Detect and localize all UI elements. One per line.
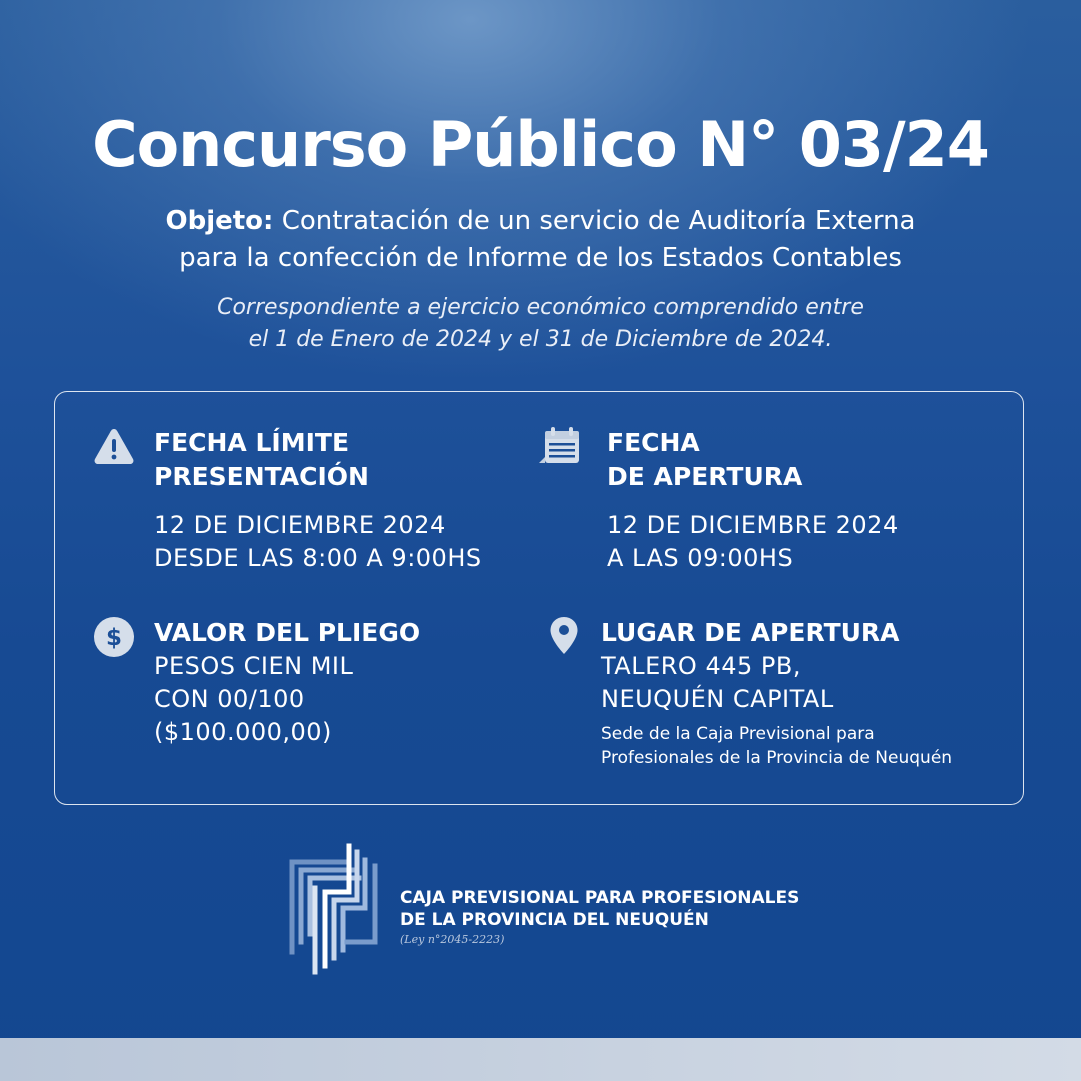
organization-name bbox=[400, 887, 799, 946]
period-text bbox=[0, 292, 1081, 356]
organization-law: (Ley n°2045-2223) bbox=[400, 933, 505, 946]
organization-line-2: DE LA PROVINCIA DEL NEUQUÉN bbox=[400, 910, 709, 930]
info-box bbox=[54, 391, 1024, 805]
location-heading: LUGAR DE APERTURA bbox=[601, 618, 900, 647]
deadline-date: 12 DE DICIEMBRE 2024 bbox=[154, 511, 446, 539]
objeto-text-2: para la confección de Informe de los Estados Contables bbox=[179, 243, 902, 273]
price-value-3: ($100.000,00) bbox=[154, 718, 332, 746]
objeto-block bbox=[0, 203, 1081, 277]
location-note-1: Sede de la Caja Previsional para bbox=[601, 724, 875, 744]
page-title: Concurso Público N° 03/24 bbox=[92, 108, 989, 181]
organization-logo bbox=[287, 842, 383, 976]
objeto-label: Objeto: bbox=[165, 206, 274, 236]
location-note-2: Profesionales de la Provincia de Neuquén bbox=[601, 748, 953, 768]
location-address: TALERO 445 PB, bbox=[601, 652, 801, 680]
opening-heading-1: FECHA bbox=[607, 428, 700, 457]
opening-time: A LAS 09:00HS bbox=[607, 544, 794, 572]
organization-line-1: CAJA PREVISIONAL PARA PROFESIONALES bbox=[400, 888, 800, 908]
price-value-1: PESOS CIEN MIL bbox=[154, 652, 354, 680]
svg-text:$: $ bbox=[105, 625, 123, 651]
location-pin-icon bbox=[549, 616, 579, 656]
price-value-2: CON 00/100 bbox=[154, 685, 305, 713]
opening-date: 12 DE DICIEMBRE 2024 bbox=[607, 511, 899, 539]
calendar-icon bbox=[539, 426, 583, 466]
deadline-heading-2: PRESENTACIÓN bbox=[154, 462, 369, 491]
dollar-icon bbox=[93, 616, 135, 658]
period-line-1: Correspondiente a ejercicio económico comprendido entre bbox=[217, 295, 864, 320]
objeto-text-1: Contratación de un servicio de Auditoría Externa bbox=[281, 206, 916, 236]
deadline-time: DESDE LAS 8:00 A 9:00HS bbox=[154, 544, 482, 572]
warning-icon bbox=[93, 426, 135, 466]
objeto-line-1 bbox=[0, 203, 1081, 240]
bottom-strip bbox=[0, 1038, 1081, 1081]
location-city: NEUQUÉN CAPITAL bbox=[601, 685, 834, 713]
deadline-heading-1: FECHA LÍMITE bbox=[154, 428, 350, 457]
price-heading: VALOR DEL PLIEGO bbox=[154, 618, 421, 647]
period-line-2: el 1 de Enero de 2024 y el 31 de Diciembre de 2024. bbox=[248, 327, 833, 352]
opening-heading-2: DE APERTURA bbox=[607, 462, 803, 491]
